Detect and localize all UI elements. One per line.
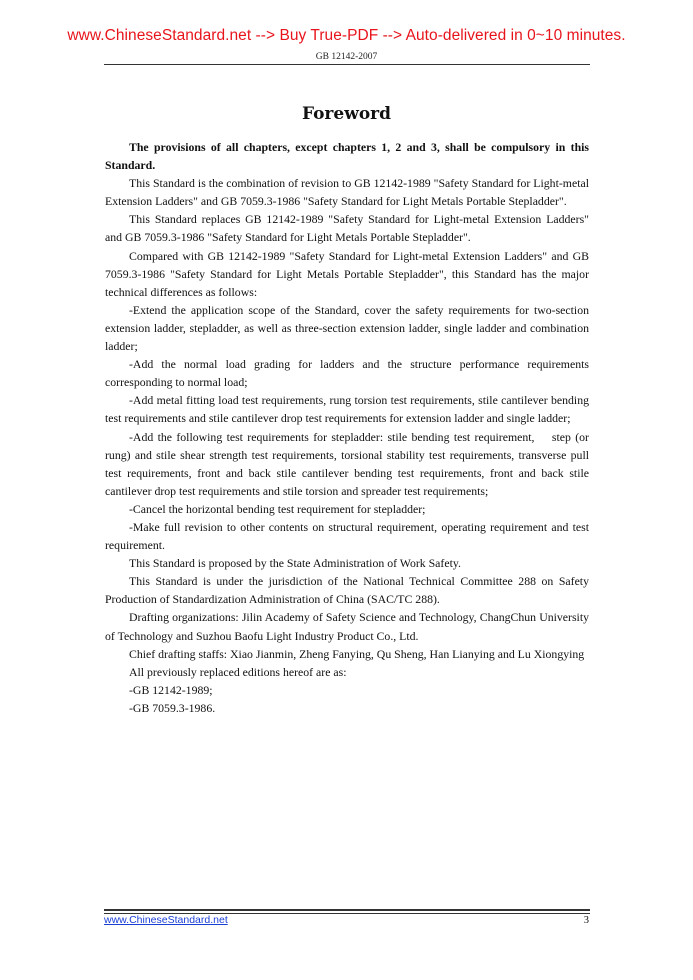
list-item: -GB 12142-1989;: [129, 682, 213, 697]
paragraph: This Standard replaces GB 12142-1989 "Safety Standard for Light-metal Extension Ladders" and GB 7059.3-1986 "Safety Standard for Light Metals Portable Stepladder".: [105, 212, 589, 245]
list-item: -Extend the application scope of the Standard, cover the safety requirements for two-section extension ladder, stepladder, as well as three-section extension ladder, single ladder and combination ladder;: [105, 302, 589, 354]
paragraph: Drafting organizations: Jilin Academy of Safety Science and Technology, ChangChun University of Technology and Suzhou Baofu Light Industry Product Co., Ltd.: [105, 610, 589, 643]
footer-rule-thick: [104, 909, 590, 911]
paragraph-compulsory-note: The provisions of all chapters, except chapters 1, 2 and 3, shall be compulsory in this Standard.: [105, 140, 589, 173]
promo-banner-link[interactable]: www.ChineseStandard.net --> Buy True-PDF --> Auto-delivered in 0~10 minutes.: [67, 27, 626, 44]
page-title: Foreword: [301, 104, 392, 124]
paragraph: This Standard is under the jurisdiction of the National Technical Committee 288 on Safety Production of Standardization Administration of China (SAC/TC 288).: [105, 574, 589, 607]
list-item: -Cancel the horizontal bending test requirement for stepladder;: [129, 501, 426, 516]
list-item: -Make full revision to other contents on structural requirement, operating requirement and test requirement.: [105, 519, 589, 553]
paragraph: All previously replaced editions hereof are as:: [129, 664, 347, 679]
list-item: -GB 7059.3-1986.: [129, 700, 216, 715]
list-item: -Add the normal load grading for ladders and the structure performance requirements corresponding to normal load;: [105, 357, 589, 390]
page-number: 3: [583, 915, 589, 926]
header-rule: [104, 64, 590, 65]
foreword-body: [105, 138, 589, 717]
list-item: -Add metal fitting load test requirements, rung torsion test requirements, stile cantilever bending test requirements and stile cantilever drop test requirements for extension ladder and single ladder;: [105, 393, 589, 426]
paragraph: Compared with GB 12142-1989 "Safety Standard for Light-metal Extension Ladders" and GB 7059.3-1986 "Safety Standard for Light Metals Portable Stepladder", this Standard has the major technical differences as follows:: [105, 248, 589, 299]
paragraph: Chief drafting staffs: Xiao Jianmin, Zheng Fanying, Qu Sheng, Han Lianying and Lu Xiongying: [129, 646, 585, 661]
list-item: -Add the following test requirements for stepladder: stile bending test requirement, step (or rung) and stile shear strength test requirements, torsional stability test requirements, transverse pull test requirements, front and back stile cantilever bending test requirements, front and back stile cantilever drop test requirements and stile torsion and spreader test requirements;: [105, 429, 589, 498]
paragraph: This Standard is proposed by the State Administration of Work Safety.: [129, 556, 461, 571]
standard-number-header: GB 12142-2007: [315, 52, 378, 62]
paragraph: This Standard is the combination of revision to GB 12142-1989 "Safety Standard for Light-metal Extension Ladders" and GB 7059.3-1986 "Safety Standard for Light Metals Portable Stepladder".: [105, 176, 589, 209]
footer-website-link[interactable]: www.ChineseStandard.net: [104, 914, 228, 926]
